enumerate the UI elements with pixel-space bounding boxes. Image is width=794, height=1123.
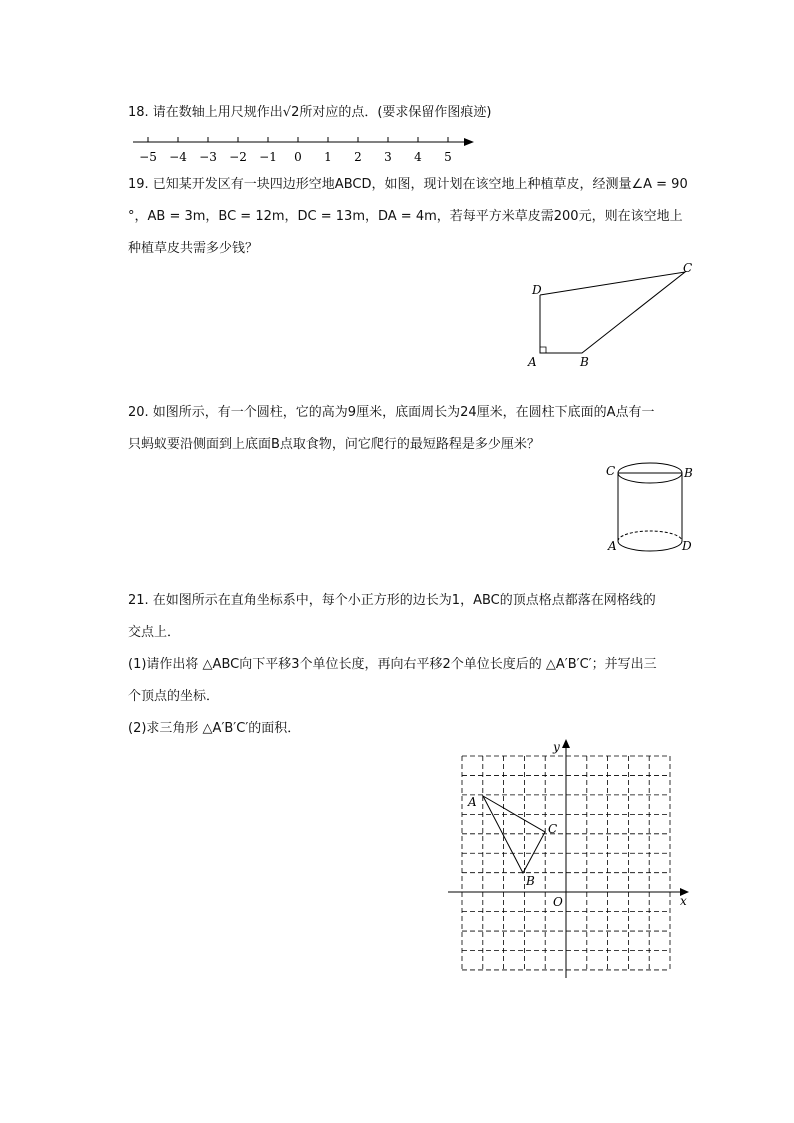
number-line-label: −4 <box>169 150 187 164</box>
label-C: C <box>606 464 616 478</box>
number-line <box>128 130 488 170</box>
right-angle-mark <box>540 347 546 353</box>
q20-line1: 20. 如图所示，有一个圆柱，它的高为9厘米，底面周长为24厘米，在圆柱下底面的A点有一 <box>128 405 655 420</box>
label-A: A <box>528 355 537 369</box>
q21-line2: 交点上． <box>128 625 181 640</box>
number-line-label: 5 <box>444 150 452 164</box>
number-line-label: −3 <box>199 150 217 164</box>
number-line-label: 0 <box>294 150 302 164</box>
label-O: O <box>553 895 563 909</box>
q19-line3: 种植草皮共需多少钱？ <box>128 241 259 256</box>
number-line-label: −1 <box>259 150 277 164</box>
number-line-label: −2 <box>229 150 247 164</box>
label-B: B <box>580 355 589 369</box>
coordinate-grid-figure <box>440 735 700 985</box>
number-line-label: 3 <box>384 150 392 164</box>
q18-text: 18. 请在数轴上用尺规作出√2所对应的点．(要求保留作图痕迹) <box>128 105 492 120</box>
q20-line2: 只蚂蚁要沿侧面到上底面B点取食物，问它爬行的最短路程是多少厘米？ <box>128 437 540 452</box>
cylinder-figure <box>600 455 710 560</box>
y-arrow-icon <box>562 739 570 748</box>
triangle-abc <box>483 796 545 873</box>
q21-line5: (2)求三角形 △A′B′C′的面积． <box>128 721 301 736</box>
label-y: y <box>553 740 560 754</box>
q21-line3: (1)请作出将 △ABC向下平移3个单位长度，再向右平移2个单位长度后的 △A′B′C′；并写出三 <box>128 657 657 672</box>
q19-line1: 19. 已知某开发区有一块四边形空地ABCD，如图，现计划在该空地上种植草皮，经测量∠A = 90 <box>128 177 688 192</box>
q21-line1: 21. 在如图所示在直角坐标系中，每个小正方形的边长为1，ABC的顶点格点都落在网格线的 <box>128 593 656 608</box>
arrow-right-icon <box>464 138 474 146</box>
number-line-label: 2 <box>354 150 362 164</box>
q19-line2: °，AB = 3m，BC = 12m，DC = 13m，DA = 4m，若每平方米草皮需200元，则在该空地上 <box>128 209 683 224</box>
number-line-label: 4 <box>414 150 422 164</box>
label-D: D <box>682 539 692 553</box>
label-A: A <box>608 539 617 553</box>
quadrilateral-figure <box>520 258 700 373</box>
number-line-label: 1 <box>324 150 332 164</box>
label-A: A <box>468 795 477 809</box>
label-C: C <box>548 822 558 836</box>
label-D: D <box>532 283 542 297</box>
label-B: B <box>684 466 693 480</box>
q21-line4: 个顶点的坐标． <box>128 689 220 704</box>
label-x: x <box>680 894 687 908</box>
number-line-label: −5 <box>139 150 157 164</box>
label-B: B <box>526 874 535 888</box>
label-C: C <box>683 261 693 275</box>
